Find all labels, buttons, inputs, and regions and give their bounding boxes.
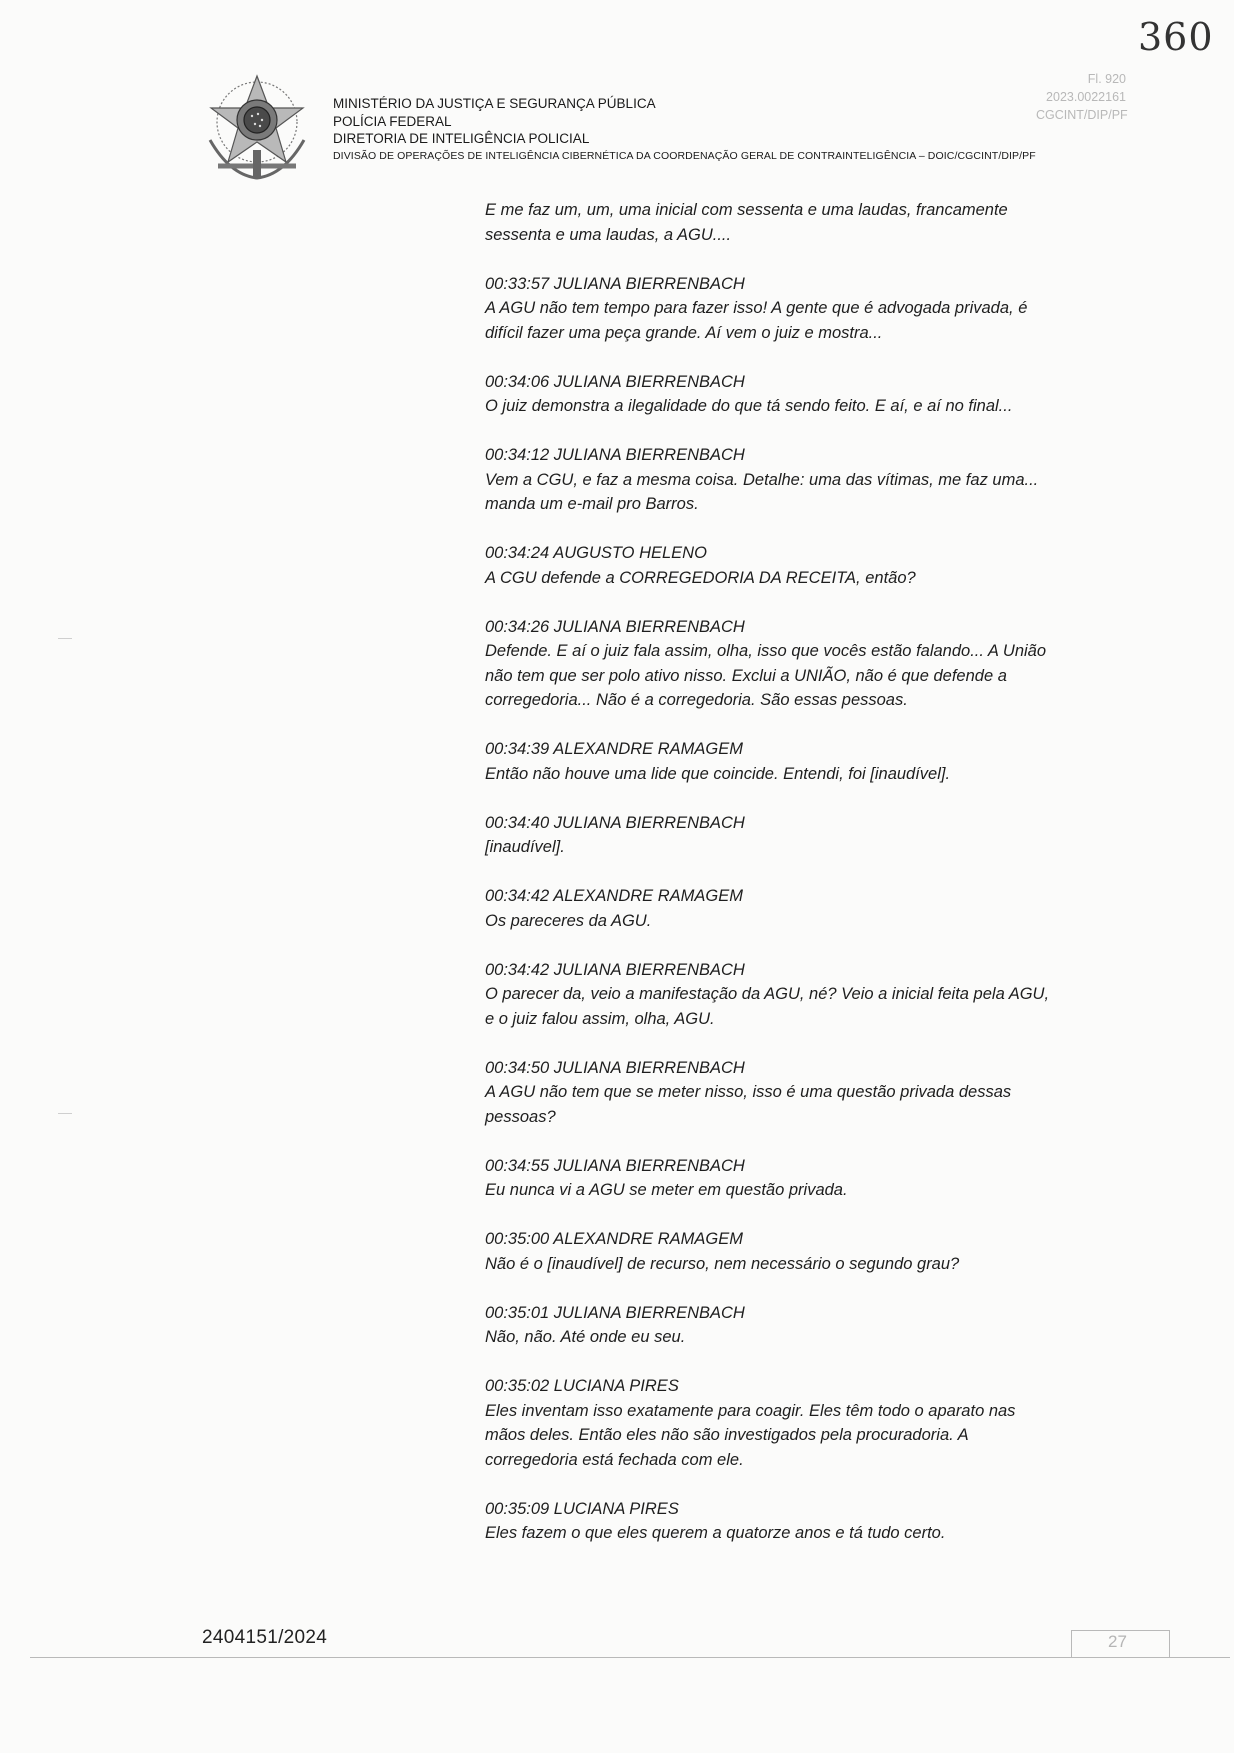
brazil-coat-of-arms-emblem xyxy=(200,70,315,185)
speech-line: Defende. E aí o juiz fala assim, olha, isso que vocês estão falando... A União xyxy=(485,642,1047,660)
transcript-entry xyxy=(485,811,1125,860)
speech-line: Eles fazem o que eles querem a quatorze anos e tá tudo certo. xyxy=(485,1524,946,1542)
process-number: 2023.0022161 xyxy=(1046,90,1126,104)
transcript-entry xyxy=(485,370,1125,419)
speech-line: A AGU não tem que se meter nisso, isso é uma questão privada dessas xyxy=(485,1083,1012,1101)
speaker-timestamp: 00:34:39 ALEXANDRE RAMAGEM xyxy=(485,740,743,758)
speech-line: corregedoria... Não é a corregedoria. São essas pessoas. xyxy=(485,691,908,709)
speech-line: Não é o [inaudível] de recurso, nem necessário o segundo grau? xyxy=(485,1254,960,1273)
transcript-entry xyxy=(485,615,1125,713)
header-ministry: MINISTÉRIO DA JUSTIÇA E SEGURANÇA PÚBLICA xyxy=(333,96,656,111)
stamp-unit: CGCINT/DIP/PF xyxy=(1036,108,1128,122)
speech-line: A AGU não tem tempo para fazer isso! A gente que é advogada privada, é xyxy=(485,299,1028,317)
footer-divider xyxy=(30,1657,1230,1658)
transcript-entry xyxy=(485,1227,1125,1276)
speech-line: manda um e-mail pro Barros. xyxy=(485,495,699,513)
transcript-entry xyxy=(485,443,1125,517)
speaker-timestamp: 00:34:50 JULIANA BIERRENBACH xyxy=(485,1058,745,1077)
transcript-entry xyxy=(485,272,1125,346)
speech-line: A CGU defende a CORREGEDORIA DA RECEITA, então? xyxy=(485,568,916,587)
transcript-entry xyxy=(485,737,1125,786)
speech-line: pessoas? xyxy=(485,1107,556,1126)
speech-line: corregedoria está fechada com ele. xyxy=(485,1450,744,1469)
transcript-entry xyxy=(485,1374,1125,1472)
speech-line: Vem a CGU, e faz a mesma coisa. Detalhe: uma das vítimas, me faz uma... xyxy=(485,470,1039,489)
speech-line: não tem que ser polo ativo nisso. Exclui a UNIÃO, não é que defende a xyxy=(485,666,1007,685)
margin-mark xyxy=(58,638,72,639)
page-number: 27 xyxy=(1108,1632,1127,1651)
speaker-timestamp: 00:34:40 JULIANA BIERRENBACH xyxy=(485,813,745,832)
transcript-line: E me faz um, um, uma inicial com sessenta e uma laudas, francamente xyxy=(485,201,1008,219)
speaker-timestamp: 00:34:06 JULIANA BIERRENBACH xyxy=(485,372,745,391)
speech-line: [inaudível]. xyxy=(485,838,565,856)
speaker-timestamp: 00:34:12 JULIANA BIERRENBACH xyxy=(485,446,745,464)
speech-line: O juiz demonstra a ilegalidade do que tá sendo feito. E aí, e aí no final... xyxy=(485,397,1013,415)
transcript-line: sessenta e uma laudas, a AGU.... xyxy=(485,225,732,244)
speaker-timestamp: 00:34:42 JULIANA BIERRENBACH xyxy=(485,960,745,979)
transcript-body xyxy=(485,198,1125,1570)
speech-line: O parecer da, veio a manifestação da AGU, né? Veio a inicial feita pela AGU, xyxy=(485,985,1050,1003)
document-header xyxy=(333,95,1036,165)
header-directorate: DIRETORIA DE INTELIGÊNCIA POLICIAL xyxy=(333,131,590,146)
speaker-timestamp: 00:34:42 ALEXANDRE RAMAGEM xyxy=(485,887,743,905)
speech-line: difícil fazer uma peça grande. Aí vem o juiz e mostra... xyxy=(485,323,883,342)
transcript-entries xyxy=(485,272,1125,1546)
folio-number: Fl. 920 xyxy=(1087,72,1126,86)
speaker-timestamp: 00:35:02 LUCIANA PIRES xyxy=(485,1377,679,1395)
speaker-timestamp: 00:34:24 AUGUSTO HELENO xyxy=(485,544,707,562)
transcript-entry xyxy=(485,1301,1125,1350)
speaker-timestamp: 00:33:57 JULIANA BIERRENBACH xyxy=(485,274,745,293)
transcript-entry xyxy=(485,884,1125,933)
speaker-timestamp: 00:34:55 JULIANA BIERRENBACH xyxy=(485,1156,745,1175)
document-id: 2404151/2024 xyxy=(202,1627,328,1648)
speaker-timestamp: 00:35:00 ALEXANDRE RAMAGEM xyxy=(485,1230,743,1248)
speech-line: Não, não. Até onde eu seu. xyxy=(485,1328,686,1346)
transcript-opening xyxy=(485,198,1125,247)
header-agency: POLÍCIA FEDERAL xyxy=(333,113,452,129)
speech-line: Então não houve uma lide que coincide. Entendi, foi [inaudível]. xyxy=(485,764,951,783)
margin-mark xyxy=(58,1113,72,1114)
transcript-entry xyxy=(485,958,1125,1032)
speaker-timestamp: 00:35:09 LUCIANA PIRES xyxy=(485,1499,679,1518)
speech-line: Eu nunca vi a AGU se meter em questão privada. xyxy=(485,1181,848,1199)
transcript-entry xyxy=(485,541,1125,590)
transcript-entry xyxy=(485,1056,1125,1130)
speech-line: Eles inventam isso exatamente para coagir. Eles têm todo o aparato nas xyxy=(485,1401,1016,1420)
transcript-entry xyxy=(485,1497,1125,1546)
speech-line: mãos deles. Então eles não são investigados pela procuradoria. A xyxy=(485,1426,969,1444)
speaker-timestamp: 00:35:01 JULIANA BIERRENBACH xyxy=(485,1303,745,1322)
handwritten-page-number: 360 xyxy=(1138,15,1214,59)
header-division: DIVISÃO DE OPERAÇÕES DE INTELIGÊNCIA CIBERNÉTICA DA COORDENAÇÃO GERAL DE CONTRAINTELIGÊNCIA – DOIC/CGCINT/DIP/PF xyxy=(333,149,1036,162)
speaker-timestamp: 00:34:26 JULIANA BIERRENBACH xyxy=(485,617,745,636)
speech-line: e o juiz falou assim, olha, AGU. xyxy=(485,1009,715,1028)
speech-line: Os pareceres da AGU. xyxy=(485,911,652,930)
transcript-entry xyxy=(485,1154,1125,1203)
folio-stamp xyxy=(1036,70,1126,124)
